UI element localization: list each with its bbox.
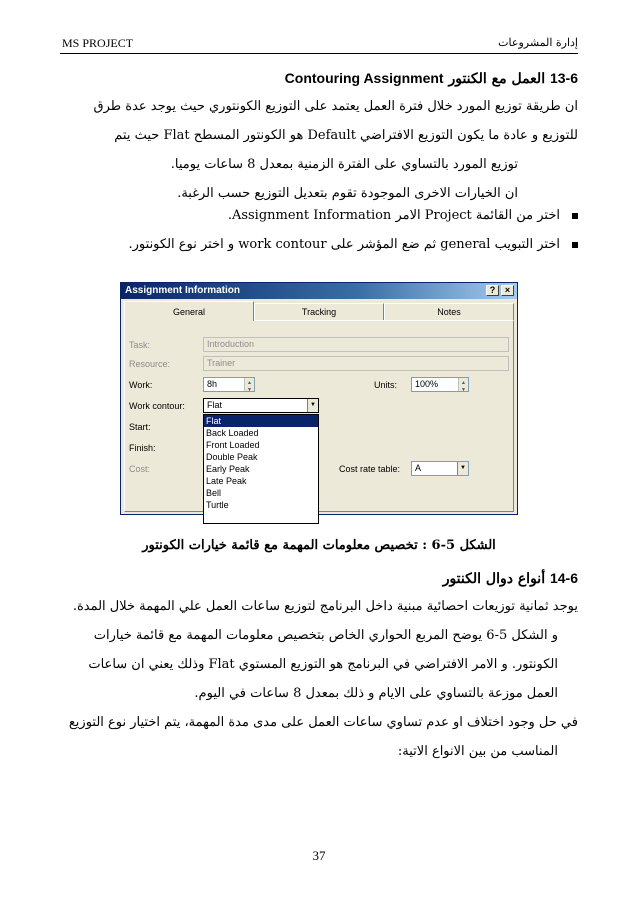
bullet-item: اختر التبويب general ثم ضع المؤشر على work contour و اختر نوع الكونتور. xyxy=(129,237,578,252)
work-field[interactable]: 8h ▲ ▼ xyxy=(203,377,255,392)
resource-label: Resource: xyxy=(129,359,171,369)
bullet-square-icon xyxy=(572,213,578,219)
paragraph-2-line: و الشكل 5-6 يوضح المربع الحواري الخاص بتخصيص معلومات المهمة مع قائمة خيارات xyxy=(93,628,558,643)
tab-notes[interactable]: Notes xyxy=(384,303,514,320)
paragraph-2-line: الكونتور. و الامر الافتراضي في البرنامج هو التوزيع المستوي Flat وذلك يعني ان ساعات xyxy=(88,657,558,672)
page-number: 37 xyxy=(312,848,326,863)
work-contour-select[interactable]: Flat ▼ xyxy=(203,398,319,413)
paragraph-2-line: في حل وجود اختلاف او عدم تساوي ساعات العمل على مدى مدة المهمة، يتم اختيار نوع التوزيع xyxy=(68,715,578,730)
chevron-down-icon[interactable]: ▼ xyxy=(307,399,318,412)
chevron-down-icon[interactable]: ▼ xyxy=(457,462,468,475)
work-label: Work: xyxy=(129,380,153,390)
dialog-title: Assignment Information xyxy=(125,285,241,296)
help-button[interactable]: ? xyxy=(486,285,499,296)
dialog-titlebar xyxy=(121,283,517,299)
finish-label: Finish: xyxy=(129,443,156,453)
work-contour-label: Work contour: xyxy=(129,401,185,411)
task-label: Task: xyxy=(129,340,151,350)
tab-tracking[interactable]: Tracking xyxy=(254,303,384,320)
header-right: إدارة المشروعات xyxy=(498,36,578,49)
paragraph-2-line: المناسب من بين الانواع الاتية: xyxy=(397,744,558,759)
contour-option[interactable]: Front Loaded xyxy=(206,440,260,450)
paragraph-2 xyxy=(58,592,578,766)
cost-rate-table-select[interactable]: A ▼ xyxy=(411,461,469,476)
section-heading xyxy=(285,70,578,87)
cost-label: Cost: xyxy=(129,464,151,474)
section-title-en: Contouring Assignment xyxy=(284,70,444,86)
header-left: MS PROJECT xyxy=(62,36,134,50)
paragraph-1 xyxy=(58,92,578,208)
bullet-item: اختر من القائمة Project الامر Assignment Information. xyxy=(228,208,578,223)
contour-option[interactable]: Late Peak xyxy=(206,476,247,486)
work-contour-dropdown-list xyxy=(203,414,319,524)
task-field[interactable]: Introduction xyxy=(203,337,509,352)
assignment-information-dialog xyxy=(120,282,518,515)
paragraph-1-line: توزيع المورد بالتساوي على الفترة الزمنية بمعدل 8 ساعات يوميا. xyxy=(170,157,518,172)
units-spinner[interactable] xyxy=(458,378,468,391)
paragraph-1-line: ان طريقة توزيع المورد خلال فترة العمل يعتمد على التوزيع الكونتوري حيث يوجد عدة طرق xyxy=(93,99,578,114)
contour-option[interactable]: Early Peak xyxy=(206,464,250,474)
paragraph-1-line: للتوزيع و عادة ما يكون التوزيع الافتراضي Default هو الكونتور المسطح Flat حيث يتم xyxy=(114,128,578,143)
tab-general[interactable]: General xyxy=(124,301,254,321)
units-label: Units: xyxy=(374,380,398,390)
cost-rate-table-label: Cost rate table: xyxy=(339,464,401,474)
paragraph-1-line: ان الخيارات الاخرى الموجودة تقوم بتعديل التوزيع حسب الرغبة. xyxy=(177,186,518,201)
start-label: Start: xyxy=(129,422,151,432)
bullet-square-icon xyxy=(572,242,578,248)
contour-option[interactable]: Bell xyxy=(206,488,222,498)
section-title-ar: العمل مع الكنتور xyxy=(448,71,546,87)
paragraph-2-line: العمل موزعة بالتساوي على الايام و ذلك بمعدل 8 ساعات في اليوم. xyxy=(194,686,558,701)
contour-option[interactable]: Back Loaded xyxy=(206,428,259,438)
contour-option[interactable]: Double Peak xyxy=(206,452,258,462)
close-button[interactable]: × xyxy=(501,285,514,296)
figure-caption: الشكل 5-6 : تخصيص معلومات المهمة مع قائمة خيارات الكونتور xyxy=(142,538,496,553)
units-field[interactable]: 100% ▲ ▼ xyxy=(411,377,469,392)
section-2-number: 14-6 xyxy=(549,570,578,586)
section-number: 13-6 xyxy=(549,70,578,86)
resource-field[interactable]: Trainer xyxy=(203,356,509,371)
header-rule xyxy=(60,53,578,54)
paragraph-2-line: يوجد ثمانية توزيعات احصائية مبنية داخل البرنامج لتوزيع ساعات العمل علي المهمة خلال المدة. xyxy=(72,599,578,614)
section-2-title: أنواع دوال الكنتور xyxy=(442,571,546,587)
work-spinner[interactable] xyxy=(244,378,254,391)
contour-option[interactable]: Flat xyxy=(204,415,318,427)
section-2-heading xyxy=(443,570,578,587)
contour-option[interactable]: Turtle xyxy=(206,500,229,510)
